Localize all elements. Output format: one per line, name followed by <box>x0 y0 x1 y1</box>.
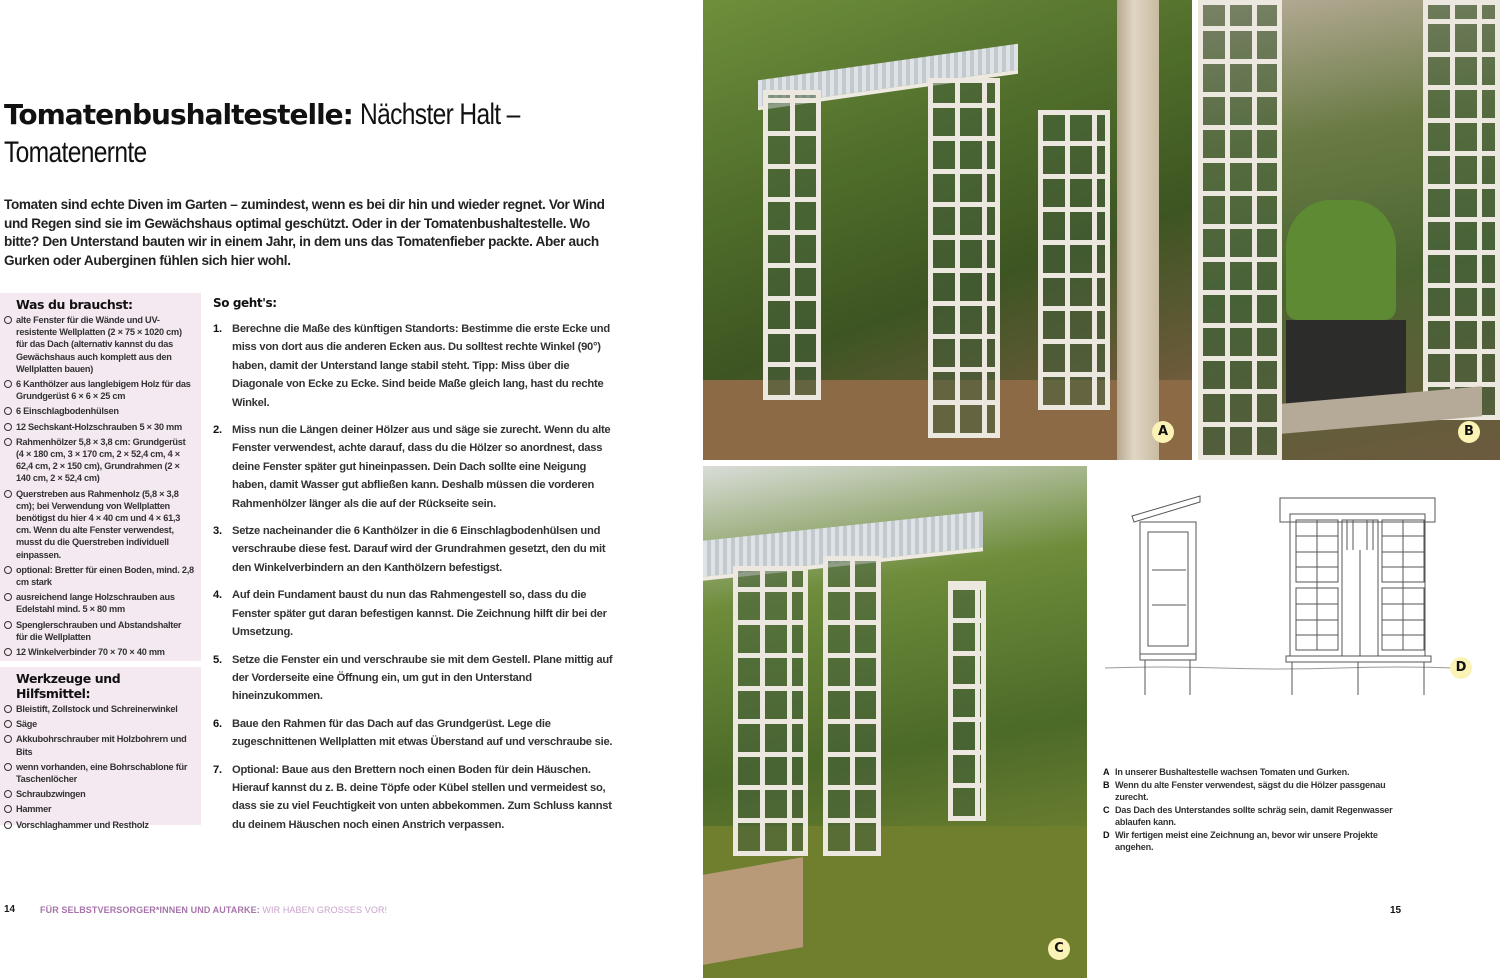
running-head-bold: FÜR SELBSTVERSORGER*INNEN UND AUTARKE: <box>40 905 260 915</box>
materials-item: ausreichend lange Holzschrauben aus Edelstahl mind. 5 × 80 mm <box>4 591 195 615</box>
instruction-step: 6. Baue den Rahmen für das Dach auf das Grundgerüst. Lege die zugeschnittenen Wellplatten mit etwas Überstand auf und verschraube sie. <box>213 717 613 749</box>
photo-a-greenhouse <box>703 0 1192 460</box>
instructions-heading: So geht's: <box>213 296 277 310</box>
tools-item: Akkubohrschrauber mit Holzbohrern und Bits <box>4 733 195 757</box>
right-page <box>700 0 1500 978</box>
raised-bed <box>703 857 803 965</box>
materials-item: 12 Winkelverbinder 70 × 70 × 40 mm <box>4 646 195 658</box>
checkbox-circle-icon <box>4 407 12 415</box>
tree-trunk <box>1117 0 1159 460</box>
title-line2: Tomatenernte <box>4 136 147 169</box>
photo-label-b: B <box>1458 421 1480 443</box>
checkbox-circle-icon <box>4 805 12 813</box>
instruction-step: 1. Berechne die Maße des künftigen Standorts: Bestimme die erste Ecke und miss von dort aus die anderen Ecken aus. Du solltest rechte Winkel (90°) haben, damit der Unterstand lange stabil steht. Tipp: Miss über die Diagonale von Ecke zu Ecke. Sind beide Maße gleich lang, hast du rechte Winkel. <box>213 323 610 409</box>
checkbox-circle-icon <box>4 763 12 771</box>
materials-item: Spenglerschrauben und Abstandshalter für die Wellplatten <box>4 619 195 643</box>
checkbox-circle-icon <box>4 790 12 798</box>
instructions <box>213 296 618 843</box>
checkbox-circle-icon <box>4 438 12 446</box>
materials-list <box>4 314 195 658</box>
materials-item: 12 Sechskant-Holzschrauben 5 × 30 mm <box>4 421 195 433</box>
cucumber-plant <box>1286 200 1396 320</box>
photo-label-c: C <box>1048 938 1070 960</box>
window-frame <box>948 581 986 821</box>
window-frame <box>1038 110 1110 410</box>
checkbox-circle-icon <box>4 490 12 498</box>
caption-item: C Das Dach des Unterstandes sollte schräg sein, damit Regenwasser ablaufen kann. <box>1103 804 1393 827</box>
page-number-left: 14 <box>4 904 16 915</box>
instruction-step: 3. Setze nacheinander die 6 Kanthölzer in die 6 Einschlagbodenhülsen und verschraube diese fest. Darauf wird der Grundrahmen gesetzt, den du mit den Winkelverbindern an den Kanthölzern befestigst. <box>213 525 606 574</box>
checkbox-circle-icon <box>4 621 12 629</box>
tools-item: Säge <box>4 718 195 730</box>
tools-item: Schraubzwingen <box>4 788 195 800</box>
instruction-step: 2. Miss nun die Längen deiner Hölzer aus und säge sie zurecht. Wenn du alte Fenster verwendest, achte darauf, dass du die Hölzer so anordnest, dass deine Fenster später gut hineinpassen. Dein Dach sollte eine Neigung haben, damit Wasser gut abfließen kann. Deshalb müssen die vorderen Rahmenhölzer länger als die auf der Rückseite sein. <box>213 424 611 510</box>
instruction-step: 4. Auf dein Fundament baust du nun das Rahmengestell so, dass du die Fenster später gut daran befestigen kannst. Die Zeichnung hilft dir bei der Umsetzung. <box>213 589 607 639</box>
page-title <box>4 96 604 172</box>
window-frame <box>763 90 821 400</box>
checkbox-circle-icon <box>4 735 12 743</box>
instruction-step: 5. Setze die Fenster ein und verschraube sie mit dem Gestell. Plane mittig auf der Vorderseite eine Öffnung ein, um gut in den Unterstand hineinzukommen. <box>213 653 613 703</box>
materials-item: 6 Einschlagbodenhülsen <box>4 405 195 417</box>
checkbox-circle-icon <box>4 380 12 388</box>
materials-item: 6 Kanthölzer aus langlebigem Holz für das Grundgerüst 6 × 6 × 25 cm <box>4 378 195 402</box>
tools-item: Bleistift, Zollstock und Schreinerwinkel <box>4 703 195 715</box>
tools-box <box>0 667 201 830</box>
checkbox-circle-icon <box>4 705 12 713</box>
checkbox-circle-icon <box>4 648 12 656</box>
window-frame <box>928 78 1000 438</box>
left-page <box>0 0 700 978</box>
intro-paragraph: Tomaten sind echte Diven im Garten – zumindest, wenn es bei dir hin und wieder regnet. Vor Wind und Regen sind sie im Gewächshaus optimal geschützt. Oder in der Tomatenbushaltestelle. Wo bitte? Den Unterstand bauten wir in einem Jahr, in dem uns das Tomatenfieber packte. Aber auch Gurken oder Auberginen fühlen sich hier wohl. <box>4 197 605 269</box>
tools-item: Vorschlaghammer und Restholz <box>4 819 195 831</box>
window-frame <box>733 566 808 856</box>
checkbox-circle-icon <box>4 423 12 431</box>
window-frame <box>1198 0 1282 460</box>
caption-item: A In unserer Bushaltestelle wachsen Tomaten und Gurken. <box>1103 767 1350 777</box>
tools-heading: Werkzeuge und Hilfsmittel: <box>16 671 121 701</box>
window-frame <box>1423 0 1500 420</box>
window-frame <box>823 556 881 856</box>
drawing-label-d: D <box>1450 657 1472 679</box>
photo-captions <box>1103 766 1393 854</box>
caption-item: B Wenn du alte Fenster verwendest, sägst du die Hölzer passgenau zurecht. <box>1103 779 1386 802</box>
tools-item: Hammer <box>4 803 195 815</box>
materials-item: Querstreben aus Rahmenholz (5,8 × 3,8 cm); bei Verwendung von Wellplatten benötigst du hier 4 × 40 cm und 4 × 61,3 cm. Wenn du alte Fenster verwendest, musst du die Querstreben individuell einpassen. <box>4 488 195 561</box>
materials-item: Rahmenhölzer 5,8 × 3,8 cm: Grundgerüst (4 × 180 cm, 3 × 170 cm, 2 × 52,4 cm, 4 × 62,4 cm, 2 × 150 cm), Grundrahmen (2 × 140 cm, 2 × 52,4 cm) <box>4 436 195 485</box>
running-head-light: WIR HABEN GROSSES VOR! <box>262 905 388 915</box>
checkbox-circle-icon <box>4 566 12 574</box>
running-head <box>40 905 387 915</box>
title-bold: Tomatenbushaltestelle: <box>4 98 353 131</box>
checkbox-circle-icon <box>4 593 12 601</box>
materials-item: alte Fenster für die Wände und UV-resistente Wellplatten (2 × 75 × 1020 cm) für das Dach (alternativ kannst du das Gewächshaus auch komplett aus den Wellplatten bauen) <box>4 314 195 375</box>
tools-list <box>4 703 195 831</box>
tools-item: wenn vorhanden, eine Bohrschablone für Taschenlöcher <box>4 761 195 785</box>
materials-item: optional: Bretter für einen Boden, mind. 2,8 cm stark <box>4 564 195 588</box>
technical-drawing <box>1100 490 1480 700</box>
photo-c-garden-greenhouse <box>703 466 1087 978</box>
checkbox-circle-icon <box>4 821 12 829</box>
instruction-step: 7. Optional: Baue aus den Brettern noch einen Boden für dein Häuschen. Hierauf kannst du z. B. deine Töpfe oder Kübel stellen und vermeidest so, dass sie zu viel Feuchtigkeit von unten abbekommen. Zum Schluss kannst du deinem Häuschen noch einen Anstrich verpassen. <box>213 763 612 831</box>
page-number-right: 15 <box>1390 905 1402 916</box>
checkbox-circle-icon <box>4 720 12 728</box>
planter-box <box>1286 320 1406 405</box>
materials-box <box>0 293 201 661</box>
checkbox-circle-icon <box>4 316 12 324</box>
title-line1: Nächster Halt – <box>360 98 521 131</box>
materials-heading: Was du brauchst: <box>16 297 133 312</box>
photo-b-window-closeup <box>1198 0 1500 460</box>
caption-item: D Wir fertigen meist eine Zeichnung an, bevor wir unsere Projekte angehen. <box>1103 829 1378 852</box>
photo-label-a: A <box>1152 421 1174 443</box>
